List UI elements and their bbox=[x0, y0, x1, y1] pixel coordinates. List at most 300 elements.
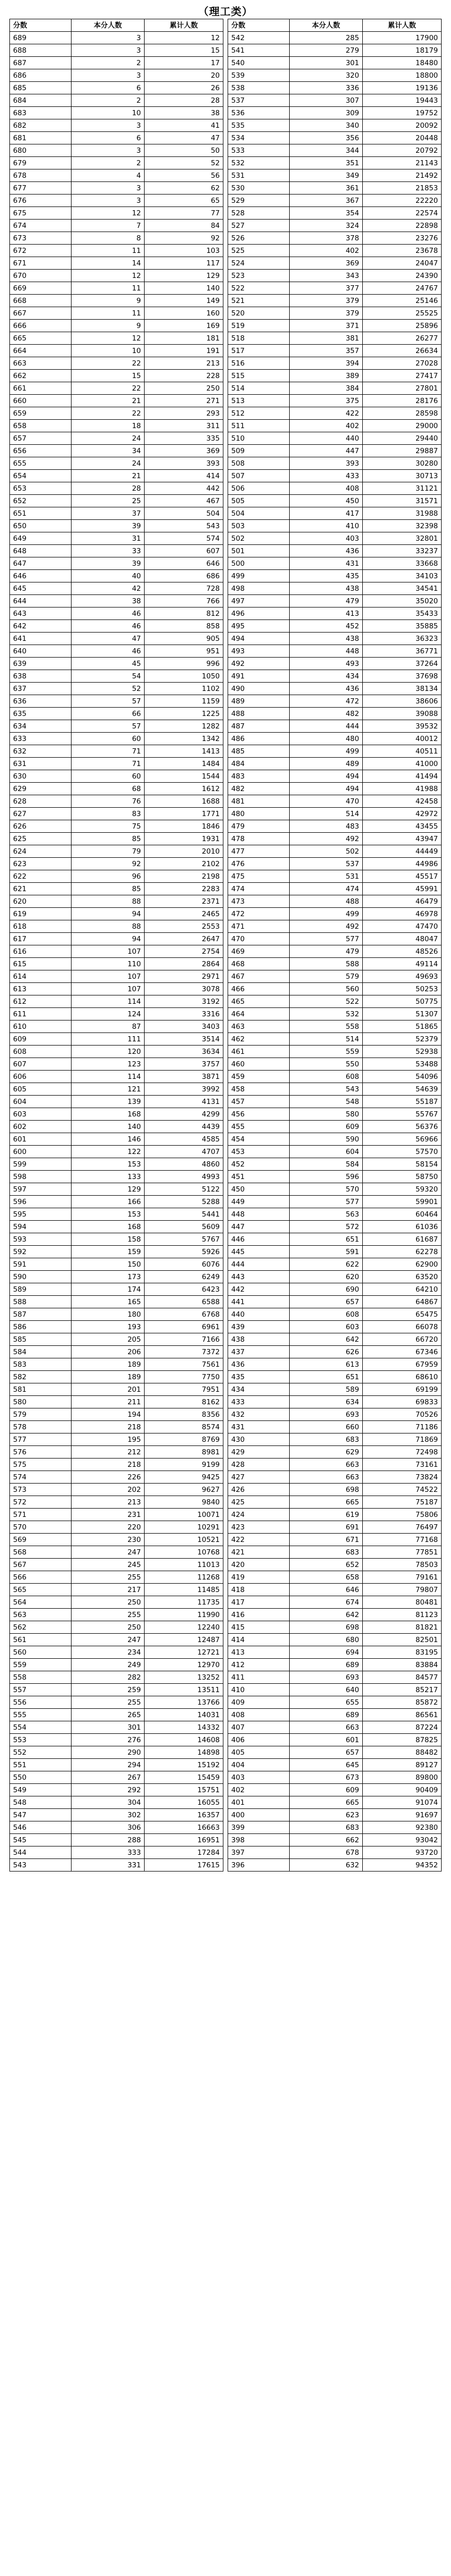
score-cell: 397 bbox=[228, 1846, 290, 1859]
table-row bbox=[10, 1496, 223, 1509]
count-cell: 38 bbox=[72, 595, 145, 607]
cumulative-cell: 2553 bbox=[145, 920, 223, 933]
score-cell: 443 bbox=[228, 1271, 290, 1283]
table-row bbox=[10, 1333, 223, 1346]
table-row bbox=[228, 445, 442, 457]
count-cell: 71 bbox=[72, 758, 145, 770]
count-cell: 68 bbox=[72, 783, 145, 795]
cumulative-cell: 293 bbox=[145, 407, 223, 420]
table-row bbox=[228, 1759, 442, 1771]
cumulative-cell: 9840 bbox=[145, 1496, 223, 1509]
score-cell: 463 bbox=[228, 1020, 290, 1033]
count-cell: 438 bbox=[290, 582, 363, 595]
cumulative-cell: 8981 bbox=[145, 1446, 223, 1459]
table-row bbox=[10, 1746, 223, 1759]
count-cell: 494 bbox=[290, 783, 363, 795]
table-row bbox=[10, 770, 223, 783]
cumulative-cell: 16663 bbox=[145, 1821, 223, 1834]
cumulative-cell: 34103 bbox=[363, 570, 442, 582]
count-cell: 114 bbox=[72, 1071, 145, 1083]
count-cell: 683 bbox=[290, 1433, 363, 1446]
score-cell: 536 bbox=[228, 107, 290, 119]
score-cell: 570 bbox=[10, 1521, 72, 1534]
table-row bbox=[228, 1208, 442, 1221]
score-cell: 538 bbox=[228, 82, 290, 94]
table-row bbox=[10, 1208, 223, 1221]
count-cell: 3 bbox=[72, 32, 145, 44]
score-cell: 664 bbox=[10, 345, 72, 357]
score-cell: 582 bbox=[10, 1371, 72, 1383]
count-cell: 422 bbox=[290, 407, 363, 420]
cumulative-cell: 24390 bbox=[363, 270, 442, 282]
count-cell: 25 bbox=[72, 495, 145, 507]
table-row bbox=[228, 345, 442, 357]
cumulative-cell: 2971 bbox=[145, 970, 223, 983]
cumulative-cell: 38606 bbox=[363, 695, 442, 708]
count-cell: 349 bbox=[290, 169, 363, 182]
cumulative-cell: 66078 bbox=[363, 1321, 442, 1333]
table-row bbox=[228, 157, 442, 169]
table-row bbox=[228, 1534, 442, 1546]
count-cell: 168 bbox=[72, 1108, 145, 1121]
table-row bbox=[10, 1684, 223, 1696]
score-cell: 597 bbox=[10, 1183, 72, 1196]
count-cell: 114 bbox=[72, 995, 145, 1008]
cumulative-cell: 53488 bbox=[363, 1058, 442, 1071]
count-cell: 663 bbox=[290, 1459, 363, 1471]
count-cell: 52 bbox=[72, 683, 145, 695]
count-cell: 24 bbox=[72, 432, 145, 445]
table-row bbox=[10, 1509, 223, 1521]
cumulative-cell: 27417 bbox=[363, 370, 442, 382]
table-row bbox=[10, 720, 223, 733]
table-row bbox=[10, 507, 223, 520]
cumulative-cell: 65475 bbox=[363, 1308, 442, 1321]
count-cell: 408 bbox=[290, 482, 363, 495]
cumulative-cell: 16951 bbox=[145, 1834, 223, 1846]
score-cell: 586 bbox=[10, 1321, 72, 1333]
score-cell: 419 bbox=[228, 1571, 290, 1584]
count-cell: 168 bbox=[72, 1221, 145, 1233]
cumulative-cell: 18179 bbox=[363, 44, 442, 57]
score-cell: 445 bbox=[228, 1246, 290, 1258]
count-cell: 57 bbox=[72, 695, 145, 708]
table-row bbox=[228, 770, 442, 783]
count-cell: 609 bbox=[290, 1121, 363, 1133]
cumulative-cell: 3992 bbox=[145, 1083, 223, 1096]
cumulative-cell: 54639 bbox=[363, 1083, 442, 1096]
score-cell: 542 bbox=[228, 32, 290, 44]
score-cell: 421 bbox=[228, 1546, 290, 1559]
cumulative-cell: 81821 bbox=[363, 1621, 442, 1634]
count-cell: 690 bbox=[290, 1283, 363, 1296]
table-row bbox=[10, 695, 223, 708]
count-cell: 12 bbox=[72, 207, 145, 220]
table-row bbox=[10, 382, 223, 395]
score-cell: 530 bbox=[228, 182, 290, 195]
count-cell: 217 bbox=[72, 1584, 145, 1596]
table-row bbox=[228, 783, 442, 795]
cumulative-cell: 69199 bbox=[363, 1383, 442, 1396]
cumulative-cell: 40511 bbox=[363, 745, 442, 758]
score-cell: 571 bbox=[10, 1509, 72, 1521]
count-cell: 480 bbox=[290, 733, 363, 745]
table-row bbox=[228, 1521, 442, 1534]
table-row bbox=[228, 1433, 442, 1446]
count-cell: 613 bbox=[290, 1358, 363, 1371]
table-row bbox=[10, 432, 223, 445]
table-row bbox=[228, 1421, 442, 1433]
score-cell: 557 bbox=[10, 1684, 72, 1696]
score-cell: 568 bbox=[10, 1546, 72, 1559]
score-cell: 658 bbox=[10, 420, 72, 432]
table-row bbox=[228, 1659, 442, 1671]
table-row bbox=[10, 1271, 223, 1283]
header-cumulative: 累计人数 bbox=[363, 19, 442, 32]
score-cell: 655 bbox=[10, 457, 72, 470]
count-cell: 601 bbox=[290, 1734, 363, 1746]
score-cell: 611 bbox=[10, 1008, 72, 1020]
table-row bbox=[10, 107, 223, 119]
count-cell: 378 bbox=[290, 232, 363, 245]
score-cell: 435 bbox=[228, 1371, 290, 1383]
cumulative-cell: 36323 bbox=[363, 633, 442, 645]
table-row bbox=[10, 645, 223, 658]
count-cell: 632 bbox=[290, 1859, 363, 1872]
cumulative-cell: 57570 bbox=[363, 1146, 442, 1158]
score-cell: 566 bbox=[10, 1571, 72, 1584]
table-row bbox=[10, 282, 223, 295]
score-cell: 606 bbox=[10, 1071, 72, 1083]
table-row bbox=[10, 1721, 223, 1734]
cumulative-cell: 87825 bbox=[363, 1734, 442, 1746]
cumulative-cell: 45991 bbox=[363, 883, 442, 895]
count-cell: 173 bbox=[72, 1271, 145, 1283]
cumulative-cell: 9425 bbox=[145, 1471, 223, 1484]
table-row bbox=[228, 495, 442, 507]
cumulative-cell: 56966 bbox=[363, 1133, 442, 1146]
header-row bbox=[228, 19, 442, 32]
count-cell: 21 bbox=[72, 395, 145, 407]
score-cell: 465 bbox=[228, 995, 290, 1008]
score-cell: 627 bbox=[10, 808, 72, 820]
table-row bbox=[228, 482, 442, 495]
table-row bbox=[10, 457, 223, 470]
cumulative-cell: 33237 bbox=[363, 545, 442, 557]
cumulative-cell: 37264 bbox=[363, 658, 442, 670]
score-cell: 425 bbox=[228, 1496, 290, 1509]
score-cell: 446 bbox=[228, 1233, 290, 1246]
cumulative-cell: 71869 bbox=[363, 1433, 442, 1446]
table-row bbox=[10, 920, 223, 933]
cumulative-cell: 33668 bbox=[363, 557, 442, 570]
table-row bbox=[228, 1396, 442, 1408]
count-cell: 694 bbox=[290, 1646, 363, 1659]
table-row bbox=[10, 1071, 223, 1083]
score-cell: 546 bbox=[10, 1821, 72, 1834]
table-row bbox=[228, 582, 442, 595]
cumulative-cell: 27801 bbox=[363, 382, 442, 395]
score-cell: 621 bbox=[10, 883, 72, 895]
score-cell: 647 bbox=[10, 557, 72, 570]
cumulative-cell: 29440 bbox=[363, 432, 442, 445]
count-cell: 218 bbox=[72, 1421, 145, 1433]
score-cell: 609 bbox=[10, 1033, 72, 1046]
score-cell: 574 bbox=[10, 1471, 72, 1484]
score-cell: 682 bbox=[10, 119, 72, 132]
cumulative-cell: 335 bbox=[145, 432, 223, 445]
score-cell: 502 bbox=[228, 532, 290, 545]
count-cell: 24 bbox=[72, 457, 145, 470]
count-cell: 440 bbox=[290, 432, 363, 445]
score-cell: 480 bbox=[228, 808, 290, 820]
count-cell: 3 bbox=[72, 182, 145, 195]
cumulative-cell: 86561 bbox=[363, 1709, 442, 1721]
score-cell: 558 bbox=[10, 1671, 72, 1684]
score-table-right bbox=[228, 19, 442, 1872]
cumulative-cell: 181 bbox=[145, 332, 223, 345]
cumulative-cell: 1484 bbox=[145, 758, 223, 770]
score-cell: 516 bbox=[228, 357, 290, 370]
score-cell: 535 bbox=[228, 119, 290, 132]
table-row bbox=[10, 795, 223, 808]
score-cell: 610 bbox=[10, 1020, 72, 1033]
count-cell: 39 bbox=[72, 520, 145, 532]
cumulative-cell: 5288 bbox=[145, 1196, 223, 1208]
count-cell: 71 bbox=[72, 745, 145, 758]
count-cell: 642 bbox=[290, 1609, 363, 1621]
table-row bbox=[10, 1146, 223, 1158]
cumulative-cell: 49693 bbox=[363, 970, 442, 983]
count-cell: 245 bbox=[72, 1559, 145, 1571]
score-cell: 440 bbox=[228, 1308, 290, 1321]
table-row bbox=[10, 1058, 223, 1071]
table-row bbox=[10, 858, 223, 870]
table-row bbox=[10, 1571, 223, 1584]
score-cell: 510 bbox=[228, 432, 290, 445]
table-row bbox=[10, 1171, 223, 1183]
table-row bbox=[228, 620, 442, 633]
cumulative-cell: 11013 bbox=[145, 1559, 223, 1571]
table-row bbox=[228, 920, 442, 933]
score-cell: 479 bbox=[228, 820, 290, 833]
cumulative-cell: 1612 bbox=[145, 783, 223, 795]
count-cell: 689 bbox=[290, 1659, 363, 1671]
table-row bbox=[10, 933, 223, 945]
count-cell: 678 bbox=[290, 1846, 363, 1859]
table-row bbox=[228, 695, 442, 708]
cumulative-cell: 29000 bbox=[363, 420, 442, 432]
cumulative-cell: 6768 bbox=[145, 1308, 223, 1321]
count-cell: 588 bbox=[290, 958, 363, 970]
cumulative-cell: 22898 bbox=[363, 220, 442, 232]
score-cell: 475 bbox=[228, 870, 290, 883]
cumulative-cell: 191 bbox=[145, 345, 223, 357]
table-row bbox=[228, 107, 442, 119]
table-row bbox=[228, 144, 442, 157]
table-row bbox=[10, 532, 223, 545]
score-cell: 653 bbox=[10, 482, 72, 495]
score-cell: 526 bbox=[228, 232, 290, 245]
count-cell: 393 bbox=[290, 457, 363, 470]
score-cell: 427 bbox=[228, 1471, 290, 1484]
table-row bbox=[228, 607, 442, 620]
count-cell: 452 bbox=[290, 620, 363, 633]
score-cell: 424 bbox=[228, 1509, 290, 1521]
score-cell: 665 bbox=[10, 332, 72, 345]
count-cell: 577 bbox=[290, 1196, 363, 1208]
count-cell: 693 bbox=[290, 1671, 363, 1684]
table-row bbox=[10, 833, 223, 845]
score-cell: 676 bbox=[10, 195, 72, 207]
cumulative-cell: 14332 bbox=[145, 1721, 223, 1734]
count-cell: 436 bbox=[290, 545, 363, 557]
cumulative-cell: 92 bbox=[145, 232, 223, 245]
cumulative-cell: 50 bbox=[145, 144, 223, 157]
count-cell: 234 bbox=[72, 1646, 145, 1659]
cumulative-cell: 25896 bbox=[363, 320, 442, 332]
score-cell: 636 bbox=[10, 695, 72, 708]
score-cell: 577 bbox=[10, 1433, 72, 1446]
count-cell: 189 bbox=[72, 1371, 145, 1383]
score-cell: 603 bbox=[10, 1108, 72, 1121]
score-cell: 596 bbox=[10, 1196, 72, 1208]
count-cell: 584 bbox=[290, 1158, 363, 1171]
count-cell: 250 bbox=[72, 1621, 145, 1634]
score-cell: 659 bbox=[10, 407, 72, 420]
cumulative-cell: 1225 bbox=[145, 708, 223, 720]
cumulative-cell: 18480 bbox=[363, 57, 442, 69]
cumulative-cell: 38134 bbox=[363, 683, 442, 695]
cumulative-cell: 51865 bbox=[363, 1020, 442, 1033]
table-row bbox=[228, 332, 442, 345]
cumulative-cell: 228 bbox=[145, 370, 223, 382]
score-cell: 591 bbox=[10, 1258, 72, 1271]
table-row bbox=[10, 1383, 223, 1396]
count-cell: 640 bbox=[290, 1684, 363, 1696]
cumulative-cell: 50253 bbox=[363, 983, 442, 995]
score-cell: 410 bbox=[228, 1684, 290, 1696]
count-cell: 379 bbox=[290, 295, 363, 307]
table-row bbox=[228, 1046, 442, 1058]
cumulative-cell: 1342 bbox=[145, 733, 223, 745]
score-cell: 616 bbox=[10, 945, 72, 958]
table-row bbox=[228, 883, 442, 895]
cumulative-cell: 28176 bbox=[363, 395, 442, 407]
cumulative-cell: 13511 bbox=[145, 1684, 223, 1696]
table-row bbox=[10, 1121, 223, 1133]
score-cell: 488 bbox=[228, 708, 290, 720]
count-cell: 212 bbox=[72, 1446, 145, 1459]
score-cell: 642 bbox=[10, 620, 72, 633]
score-cell: 619 bbox=[10, 908, 72, 920]
score-cell: 638 bbox=[10, 670, 72, 683]
score-cell: 412 bbox=[228, 1659, 290, 1671]
score-cell: 652 bbox=[10, 495, 72, 507]
cumulative-cell: 10291 bbox=[145, 1521, 223, 1534]
score-cell: 471 bbox=[228, 920, 290, 933]
cumulative-cell: 82501 bbox=[363, 1634, 442, 1646]
table-row bbox=[10, 307, 223, 320]
cumulative-cell: 90409 bbox=[363, 1784, 442, 1796]
cumulative-cell: 74522 bbox=[363, 1484, 442, 1496]
table-row bbox=[228, 1821, 442, 1834]
count-cell: 384 bbox=[290, 382, 363, 395]
count-cell: 2 bbox=[72, 94, 145, 107]
count-cell: 85 bbox=[72, 883, 145, 895]
count-cell: 651 bbox=[290, 1371, 363, 1383]
score-cell: 513 bbox=[228, 395, 290, 407]
cumulative-cell: 12240 bbox=[145, 1621, 223, 1634]
score-cell: 485 bbox=[228, 745, 290, 758]
count-cell: 683 bbox=[290, 1821, 363, 1834]
count-cell: 7 bbox=[72, 220, 145, 232]
table-row bbox=[228, 1296, 442, 1308]
header-row bbox=[10, 19, 223, 32]
count-cell: 46 bbox=[72, 607, 145, 620]
score-cell: 431 bbox=[228, 1421, 290, 1433]
table-row bbox=[10, 1771, 223, 1784]
table-row bbox=[228, 270, 442, 282]
score-cell: 442 bbox=[228, 1283, 290, 1296]
count-cell: 247 bbox=[72, 1546, 145, 1559]
table-row bbox=[10, 945, 223, 958]
cumulative-cell: 51307 bbox=[363, 1008, 442, 1020]
count-cell: 493 bbox=[290, 658, 363, 670]
cumulative-cell: 41 bbox=[145, 119, 223, 132]
cumulative-cell: 160 bbox=[145, 307, 223, 320]
cumulative-cell: 905 bbox=[145, 633, 223, 645]
table-row bbox=[228, 758, 442, 770]
count-cell: 698 bbox=[290, 1484, 363, 1496]
cumulative-cell: 31121 bbox=[363, 482, 442, 495]
table-row bbox=[10, 1846, 223, 1859]
table-row bbox=[228, 69, 442, 82]
score-cell: 660 bbox=[10, 395, 72, 407]
count-cell: 33 bbox=[72, 545, 145, 557]
score-cell: 540 bbox=[228, 57, 290, 69]
table-row bbox=[10, 1621, 223, 1634]
score-cell: 470 bbox=[228, 933, 290, 945]
table-row bbox=[228, 1071, 442, 1083]
table-row bbox=[10, 683, 223, 695]
score-cell: 439 bbox=[228, 1321, 290, 1333]
score-cell: 512 bbox=[228, 407, 290, 420]
table-row bbox=[228, 1271, 442, 1283]
cumulative-cell: 22220 bbox=[363, 195, 442, 207]
count-cell: 230 bbox=[72, 1534, 145, 1546]
cumulative-cell: 61687 bbox=[363, 1233, 442, 1246]
cumulative-cell: 47470 bbox=[363, 920, 442, 933]
cumulative-cell: 92380 bbox=[363, 1821, 442, 1834]
table-row bbox=[228, 1183, 442, 1196]
table-row bbox=[228, 733, 442, 745]
table-row bbox=[228, 1859, 442, 1872]
count-cell: 180 bbox=[72, 1308, 145, 1321]
count-cell: 522 bbox=[290, 995, 363, 1008]
cumulative-cell: 311 bbox=[145, 420, 223, 432]
cumulative-cell: 48526 bbox=[363, 945, 442, 958]
score-cell: 453 bbox=[228, 1146, 290, 1158]
score-cell: 679 bbox=[10, 157, 72, 169]
count-cell: 231 bbox=[72, 1509, 145, 1521]
cumulative-cell: 1050 bbox=[145, 670, 223, 683]
score-cell: 601 bbox=[10, 1133, 72, 1146]
score-cell: 551 bbox=[10, 1759, 72, 1771]
count-cell: 60 bbox=[72, 770, 145, 783]
score-cell: 537 bbox=[228, 94, 290, 107]
table-row bbox=[10, 1233, 223, 1246]
